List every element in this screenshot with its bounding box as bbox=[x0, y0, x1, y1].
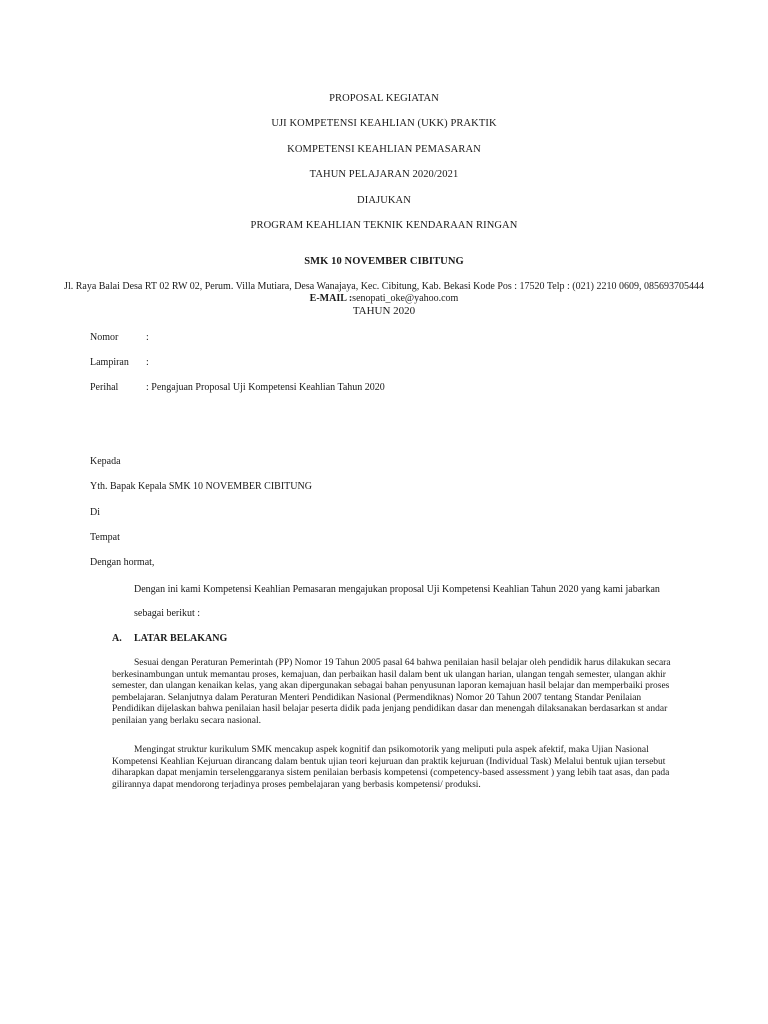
meta-nomor bbox=[90, 332, 149, 343]
email-text: senopati_oke@yahoo.com bbox=[352, 293, 459, 304]
email-label: E-MAIL : bbox=[309, 293, 353, 304]
section-a-heading bbox=[112, 633, 227, 644]
section-a-paragraph-2: Mengingat struktur kurikulum SMK mencakup aspek kognitif dan psikomotorik yang meliputi pula aspek afektif, maka Ujian Nasional Kompetensi Keahlian Kejuruan dirancang dalam bentuk ujian teori kejuruan dan praktik kejuruan (Individual Task) Melalui bentuk ujian tersebut diharapkan dapat menjamin terselenggaranya sistem penilaian berbasis kompetensi (competency-based assessment ) yang lebih taat asas, dan pada gilirannya dapat mendorong terjadinya proses pembelajaran yang berbasis kompetensi/ produksi. bbox=[112, 745, 670, 790]
title-tahun-pelajaran: TAHUN PELAJARAN 2020/2021 bbox=[309, 169, 459, 180]
tempat: Tempat bbox=[90, 532, 120, 543]
title-proposal: PROPOSAL KEGIATAN bbox=[329, 93, 439, 104]
title-ukk: UJI KOMPETENSI KEAHLIAN (UKK) PRAKTIK bbox=[271, 118, 497, 129]
section-a-title: LATAR BELAKANG bbox=[134, 633, 228, 644]
di: Di bbox=[90, 507, 100, 518]
intro-line-1: Dengan ini kami Kompetensi Keahlian Pemasaran mengajukan proposal Uji Kompetensi Keahlian Tahun 2020 yang kami jabarkan bbox=[134, 584, 660, 595]
salutation: Dengan hormat, bbox=[90, 557, 155, 568]
school-address bbox=[60, 281, 708, 305]
lampiran-label: Lampiran bbox=[90, 357, 129, 368]
nomor-label: Nomor bbox=[90, 332, 119, 343]
kepada: Kepada bbox=[90, 456, 121, 467]
recipient: Yth. Bapak Kepala SMK 10 NOVEMBER CIBITUNG bbox=[90, 481, 312, 492]
meta-perihal bbox=[90, 382, 385, 393]
title-kompetensi: KOMPETENSI KEAHLIAN PEMASARAN bbox=[287, 144, 481, 155]
tahun-2020: TAHUN 2020 bbox=[352, 305, 416, 317]
perihal-value: : Pengajuan Proposal Uji Kompetensi Keahlian Tahun 2020 bbox=[146, 382, 385, 393]
section-a-paragraph-1: Sesuai dengan Peraturan Pemerintah (PP) Nomor 19 Tahun 2005 pasal 64 bahwa penilaian hasil belajar oleh pendidik harus dilakukan secara berkesinambungan untuk memantau proses, kemajuan, dan perbaikan hasil dalam bent uk ulangan harian, ulangan tengah semester, ulangan akhir semester, dan ulangan kenaikan kelas, yang akan dipergunakan sebagai bahan penyusunan laporan kemajuan hasil belajar dan memperbaiki proses pembelajaran. Selanjutnya dalam Peraturan Menteri Pendidikan Nasional (Permendiknas) Nomor 20 Tahun 2007 tentang Standar Penilaian Pendidikan dijelaskan bahwa penilaian hasil belajar peserta didik pada jenjang pendidikan dasar dan menengah dilaksanakan berdasarkan st andar penilaian yang berlaku secara nasional. bbox=[112, 658, 671, 726]
title-program: PROGRAM KEAHLIAN TEKNIK KENDARAAN RINGAN bbox=[250, 220, 518, 231]
perihal-label: Perihal bbox=[90, 382, 119, 393]
title-diajukan: DIAJUKAN bbox=[357, 195, 411, 206]
address-text: Jl. Raya Balai Desa RT 02 RW 02, Perum. Villa Mutiara, Desa Wanajaya, Kec. Cibitung, Kab. Bekasi Kode Pos : 17520 Telp : (021) 2210 0609, 085693705444 bbox=[64, 281, 704, 292]
intro-line-2: sebagai berikut : bbox=[134, 608, 201, 619]
lampiran-value: : bbox=[146, 357, 149, 368]
nomor-value: : bbox=[146, 332, 149, 343]
school-name: SMK 10 NOVEMBER CIBITUNG bbox=[304, 256, 464, 267]
section-a-number: A. bbox=[112, 633, 122, 644]
meta-lampiran bbox=[90, 357, 149, 368]
